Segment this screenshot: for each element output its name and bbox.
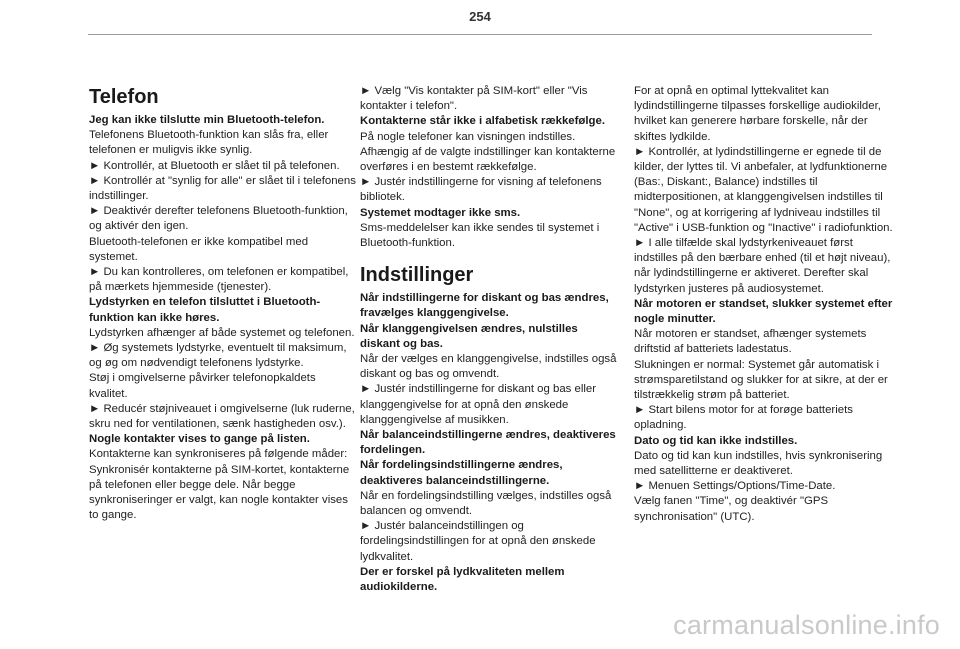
paragraph: ► Justér indstillingerne for diskant og bas eller klanggengivelse for at opnå den ønskede klanggengivelse af musikken. (360, 383, 597, 426)
paragraph: Når der vælges en klanggengivelse, indstilles også diskant og bas og omvendt. (360, 353, 617, 381)
column-1-body (89, 113, 357, 523)
paragraph: Bluetooth-telefonen er ikke kompatibel med systemet. (89, 235, 309, 263)
paragraph: Når en fordelingsindstilling vælges, indstilles også balancen og omvendt. (360, 489, 612, 518)
column-2 (360, 84, 620, 595)
bold-statement: Nogle kontakter vises to gange på listen. (89, 433, 310, 446)
bold-statement: Når motoren er standset, slukker systemet efter nogle minutter. (634, 297, 893, 326)
paragraph: ► Du kan kontrolleres, om telefonen er kompatibel, på mærkets hjemmeside (tjenester). (89, 266, 349, 294)
column-2-body-top (360, 84, 620, 251)
header-divider (88, 34, 872, 35)
paragraph: Kontakterne kan synkroniseres på følgende måder: Synkronisér kontakterne på SIM-kortet, kontakterne på telefonen eller begge dele. Når begge synkroniseringer er valgt, kan nogle kontakter vises to gange. (89, 448, 350, 522)
bold-statement: Kontakterne står ikke i alfabetisk rækkefølge. (360, 115, 605, 128)
column-3-body (634, 84, 896, 525)
paragraph: ► Kontrollér, at Bluetooth er slået til på telefonen. (89, 159, 340, 172)
paragraph: ► Reducér støjniveauet i omgivelserne (luk ruderne, skru ned for ventilationen, sænk hastigheden osv.). (89, 402, 355, 431)
bold-statement: Systemet modtager ikke sms. (360, 206, 521, 219)
paragraph: ► Menuen Settings/Options/Time-Date. (634, 480, 836, 493)
column-3 (634, 84, 896, 525)
paragraph: Slukningen er normal: Systemet går automatisk i strømsparetilstand og slukker for at sikre, at der er tilstrækkelig strøm på batteriet. (634, 358, 888, 402)
bold-statement: Jeg kan ikke tilslutte min Bluetooth-telefon. (89, 114, 325, 126)
column-1 (89, 84, 357, 523)
bold-statement: Når balanceindstillingerne ændres, deaktiveres fordelingen. (360, 429, 616, 457)
paragraph: Telefonens Bluetooth-funktion kan slås fra, eller telefonen er muligvis ikke synlig. (89, 129, 329, 157)
bold-statement: Når indstillingerne for diskant og bas ændres, fravælges klanggengivelse. (360, 292, 609, 320)
paragraph: ► Kontrollér at "synlig for alle" er slået til i telefonens indstillinger. (89, 174, 356, 203)
paragraph: ► Justér indstillingerne for visning af telefonens bibliotek. (360, 176, 602, 204)
paragraph: Dato og tid kan kun indstilles, hvis synkronisering med satellitterne er deaktiveret. (634, 449, 883, 478)
paragraph: ► Kontrollér, at lydindstillingerne er egnede til de kilder, der lyttes til. Vi anbefaler, at lydfunktionerne (Bas:, Diskant:, Balance) indstilles til midterpositionen, at klanggengivelsen indstilles til "None", og at korrigering af lydniveau indstilles til "Active" i USB-funktion og "Inactive" i radiofunktion. (634, 145, 893, 234)
paragraph: Sms-meddelelser kan ikke sendes til systemet i Bluetooth-funktion. (360, 221, 600, 250)
bold-statement: Når fordelingsindstillingerne ændres, deaktiveres balanceindstillingerne. (360, 459, 563, 487)
bold-statement: Lydstyrken en telefon tilsluttet i Bluetooth-funktion kan ikke høres. (89, 296, 321, 324)
column-2-body-bottom (360, 291, 620, 595)
paragraph: ► I alle tilfælde skal lydstyrkeniveauet først indstilles på den bærbare enhed (til et højt niveau), når lydindstillingerne er aktiveret. Derefter skal lydstyrken justeres på audiosystemet. (634, 237, 891, 295)
bold-statement: Der er forskel på lydkvaliteten mellem audiokilderne. (360, 565, 565, 594)
paragraph: For at opnå en optimal lyttekvalitet kan lydindstillingerne tilpasses forskellige audiokilder, hvilket kan generere hørbare forskelle, når der skiftes lydkilde. (634, 85, 881, 143)
paragraph: Vælg fanen "Time", og deaktivér "GPS synchronisation" (UTC). (634, 495, 829, 523)
paragraph: På nogle telefoner kan visningen indstilles. Afhængig af de valgte indstillinger kan kontakterne overføres i en bestemt rækkefølge. (360, 130, 616, 174)
paragraph: Når motoren er standset, afhænger systemets driftstid af batteriets ladestatus. (634, 328, 867, 356)
page-number: 254 (469, 9, 491, 24)
paragraph: ► Start bilens motor for at forøge batteriets opladning. (634, 404, 853, 432)
paragraph: Lydstyrken afhænger af både systemet og telefonen. (89, 326, 355, 339)
paragraph: ► Justér balanceindstillingen og fordelingsindstillingen for at opnå den ønskede lydkvalitet. (360, 520, 596, 563)
paragraph: ► Deaktivér derefter telefonens Bluetooth-funktion, og aktivér den igen. (89, 205, 348, 233)
section-heading-indstillinger: Indstillinger (360, 264, 474, 287)
paragraph: Støj i omgivelserne påvirker telefonopkaldets kvalitet. (89, 372, 316, 400)
watermark: carmanualsonline.info (673, 610, 940, 640)
paragraph: ► Øg systemets lydstyrke, eventuelt til maksimum, og øg om nødvendigt telefonens lydstyrke. (89, 342, 347, 370)
section-heading-telefon: Telefon (89, 86, 159, 108)
bold-statement: Dato og tid kan ikke indstilles. (634, 434, 798, 447)
paragraph: ► Vælg "Vis kontakter på SIM-kort" eller "Vis kontakter i telefon". (360, 85, 588, 113)
bold-statement: Når klanggengivelsen ændres, nulstilles diskant og bas. (360, 322, 578, 350)
